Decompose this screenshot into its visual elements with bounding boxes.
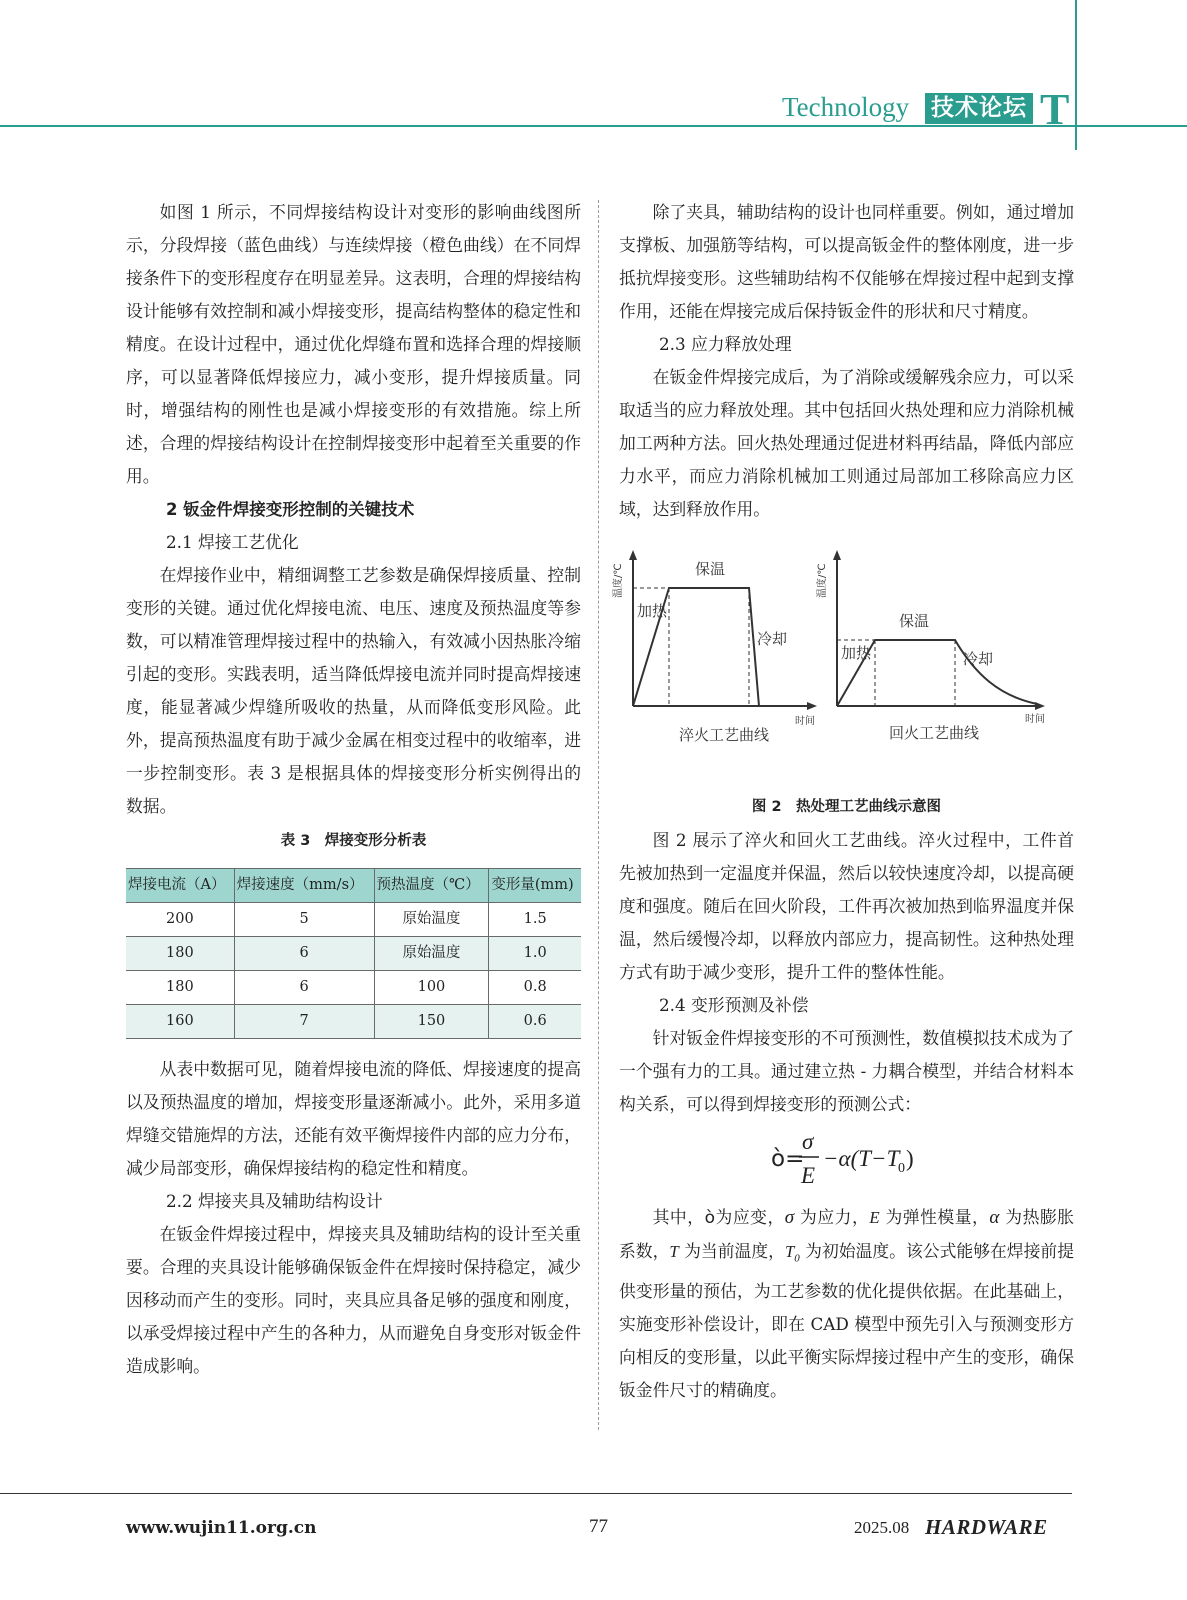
table-cell: 160	[126, 1005, 234, 1039]
formula-numerator: σ	[802, 1129, 814, 1154]
table-cell: 100	[374, 971, 489, 1005]
text-run: 为初始温度。该公式能够在焊接前提供变形量的预估，为工艺参数的优化提供依据。在此基础上，实施变形补偿设计，即在 CAD 模型中预先引入与预测变形方向相反的变形量，以此平衡实际焊接过程中产生的变形，确保钣金件尺寸的精确度。	[619, 1241, 1074, 1401]
left-panel-title: 淬火工艺曲线	[679, 726, 770, 744]
table-caption: 表 3 焊接变形分析表	[280, 833, 427, 849]
table-cell: 7	[234, 1005, 374, 1039]
header-rule	[0, 125, 1187, 127]
header-vertical-rule	[1075, 0, 1077, 150]
symbol-temperature: T	[669, 1242, 679, 1261]
table-cell: 1.5	[489, 903, 581, 937]
formula-subscript: 0	[898, 1161, 905, 1176]
table-row	[126, 937, 581, 971]
right-y-label: 温度/℃	[817, 563, 828, 598]
footer-rule	[0, 1493, 1072, 1494]
table-cell: 200	[126, 903, 234, 937]
text-run: 为当前温度，	[678, 1241, 785, 1261]
right-heat-label: 加热	[841, 644, 872, 662]
left-heat-label: 加热	[637, 602, 668, 620]
table-cell: 180	[126, 937, 234, 971]
table-cell: 150	[374, 1005, 489, 1039]
table-cell: 0.6	[489, 1005, 581, 1039]
symbol-initial-temperature: T	[784, 1242, 795, 1261]
paragraph: 如图 1 所示，不同焊接结构设计对变形的影响曲线图所示，分段焊接（蓝色曲线）与连续焊接（橙色曲线）在不同焊接条件下的变形程度存在明显差异。这表明，合理的焊接结构设计能够有效控制和减小焊接变形，提高结构整体的稳定性和精度。在设计过程中，通过优化焊缝布置和选择合理的焊接顺序，可以显著降低焊接应力，减小变形，提升焊接质量。同时，增强结构的刚性也是减小焊接变形的有效措施。综上所述，合理的焊接结构设计在控制焊接变形中起着至关重要的作用。	[126, 202, 581, 486]
header-technology: Technology	[782, 92, 910, 122]
left-hold-label: 保温	[695, 560, 726, 578]
left-cool-label: 冷却	[757, 630, 788, 648]
left-y-label: 温度/℃	[613, 563, 624, 598]
section-heading: 2 钣金件焊接变形控制的关键技术	[166, 500, 415, 519]
paragraph: 从表中数据可见，随着焊接电流的降低、焊接速度的提高以及预热温度的增加，焊接变形量逐渐减小。此外，采用多道焊缝交错施焊的方法，还能有效平衡焊接件内部的应力分布，减少局部变形，确保焊接结构的稳定性和精度。	[126, 1059, 581, 1178]
table-cell: 原始温度	[374, 903, 489, 937]
paragraph: 在钣金件焊接过程中，焊接夹具及辅助结构的设计至关重要。合理的夹具设计能够确保钣金件在焊接时保持稳定，减少因移动而产生的变形。同时，夹具应具备足够的强度和刚度，以承受焊接过程中产生的各种力，从而避免自身变形对钣金件造成影响。	[126, 1224, 581, 1376]
paragraph	[619, 1201, 1074, 1407]
subsection-heading: 2.2 焊接夹具及辅助结构设计	[166, 1191, 383, 1211]
symbol-alpha: α	[989, 1207, 1000, 1228]
left-x-label: 时间	[795, 716, 815, 727]
symbol-stress: σ	[784, 1207, 795, 1228]
table-cell: 5	[234, 903, 374, 937]
paragraph: 在钣金件焊接完成后，为了消除或缓解残余应力，可以采取适当的应力释放处理。其中包括回火热处理和应力消除机械加工两种方法。回火热处理通过促进材料再结晶，降低内部应力水平，而应力消除机械加工则通过局部加工移除高应力区域，达到释放作用。	[619, 367, 1074, 519]
table-header-cell: 预热温度（℃）	[374, 869, 489, 903]
text-run: 为弹性模量，	[879, 1207, 990, 1227]
heat-treatment-figure	[613, 546, 1074, 791]
left-y-arrow	[629, 550, 637, 560]
table-cell: 180	[126, 971, 234, 1005]
table-header-cell: 焊接电流（A）	[126, 869, 234, 903]
header-forum-badge: 技术论坛	[925, 93, 1033, 124]
table-row	[126, 1005, 581, 1039]
subsection-heading: 2.3 应力释放处理	[659, 334, 792, 354]
right-panel-title: 回火工艺曲线	[889, 724, 980, 742]
page-number: 77	[589, 1516, 608, 1537]
text-run: 为热膨胀系数，	[619, 1207, 1074, 1261]
deformation-table	[126, 868, 581, 1039]
formula-denominator: E	[801, 1163, 816, 1188]
column-divider	[598, 200, 599, 1430]
table-row	[126, 903, 581, 937]
subsection-heading: 2.1 焊接工艺优化	[166, 532, 299, 552]
right-hold-label: 保温	[899, 612, 930, 630]
paragraph: 在焊接作业中，精细调整工艺参数是确保焊接质量、控制变形的关键。通过优化焊接电流、电压、速度及预热温度等参数，可以精准管理焊接过程中的热输入，有效减小因热胀冷缩引起的变形。实践表明，适当降低焊接电流并同时提高焊接速度，能显著减少焊缝所吸收的热量，从而降低变形风险。此外，提高预热温度有助于减少金属在相变过程中的收缩率，进一步控制变形。表 3 是根据具体的焊接变形分析实例得出的数据。	[126, 565, 581, 816]
formula-svg	[619, 1121, 1074, 1201]
symbol-subscript: 0	[794, 1252, 800, 1265]
table-cell: 原始温度	[374, 937, 489, 971]
magazine-brand: HARDWARE	[925, 1515, 1048, 1539]
issue-date: 2025.08	[854, 1518, 910, 1537]
table-cell: 0.8	[489, 971, 581, 1005]
table-header-row	[126, 869, 581, 903]
paragraph: 针对钣金件焊接变形的不可预测性，数值模拟技术成为了一个强有力的工具。通过建立热 - 力耦合模型，并结合材料本构关系，可以得到焊接变形的预测公式：	[619, 1028, 1074, 1114]
symbol-modulus: E	[869, 1208, 880, 1227]
formula-close: )	[906, 1146, 914, 1171]
subsection-heading: 2.4 变形预测及补偿	[659, 995, 809, 1015]
table-cell: 1.0	[489, 937, 581, 971]
table-row	[126, 971, 581, 1005]
table-header-cell: 焊接速度（mm/s）	[234, 869, 374, 903]
heat-treatment-diagram	[613, 546, 1074, 791]
right-y-arrow	[833, 550, 841, 560]
left-x-arrow	[807, 702, 817, 710]
table-cell: 6	[234, 937, 374, 971]
paragraph: 除了夹具，辅助结构的设计也同样重要。例如，通过增加支撑板、加强筋等结构，可以提高钣金件的整体刚度，进一步抵抗焊接变形。这些辅助结构不仅能够在焊接过程中起到支撑作用，还能在焊接完成后保持钣金件的形状和尺寸精度。	[619, 202, 1074, 321]
header-letter-logo: T	[1040, 85, 1070, 134]
table-header-cell: 变形量(mm)	[489, 869, 581, 903]
text-run: 其中，	[652, 1207, 705, 1227]
formula-lhs: ò=	[771, 1146, 805, 1172]
paragraph: 图 2 展示了淬火和回火工艺曲线。淬火过程中，工件首先被加热到一定温度并保温，然后以较快速度冷却，以提高硬度和强度。随后在回火阶段，工件再次被加热到临界温度并保温，然后缓慢冷却，以释放内部应力，提高韧性。这种热处理方式有助于减少变形，提升工件的整体性能。	[619, 830, 1074, 982]
footer-url: www.wujin11.org.cn	[126, 1518, 317, 1538]
text-run: 为应力，	[794, 1207, 870, 1227]
right-column	[613, 196, 1074, 1407]
text-run: 为应变，	[714, 1207, 785, 1227]
right-x-label: 时间	[1025, 714, 1045, 725]
figure-caption: 图 2 热处理工艺曲线示意图	[751, 799, 942, 815]
symbol-strain: ò	[704, 1208, 715, 1228]
deformation-formula	[619, 1121, 1074, 1201]
left-column	[126, 196, 581, 1383]
right-cool-label: 冷却	[963, 650, 994, 668]
table-cell: 6	[234, 971, 374, 1005]
formula-rhs: −α(T−T	[823, 1146, 900, 1171]
